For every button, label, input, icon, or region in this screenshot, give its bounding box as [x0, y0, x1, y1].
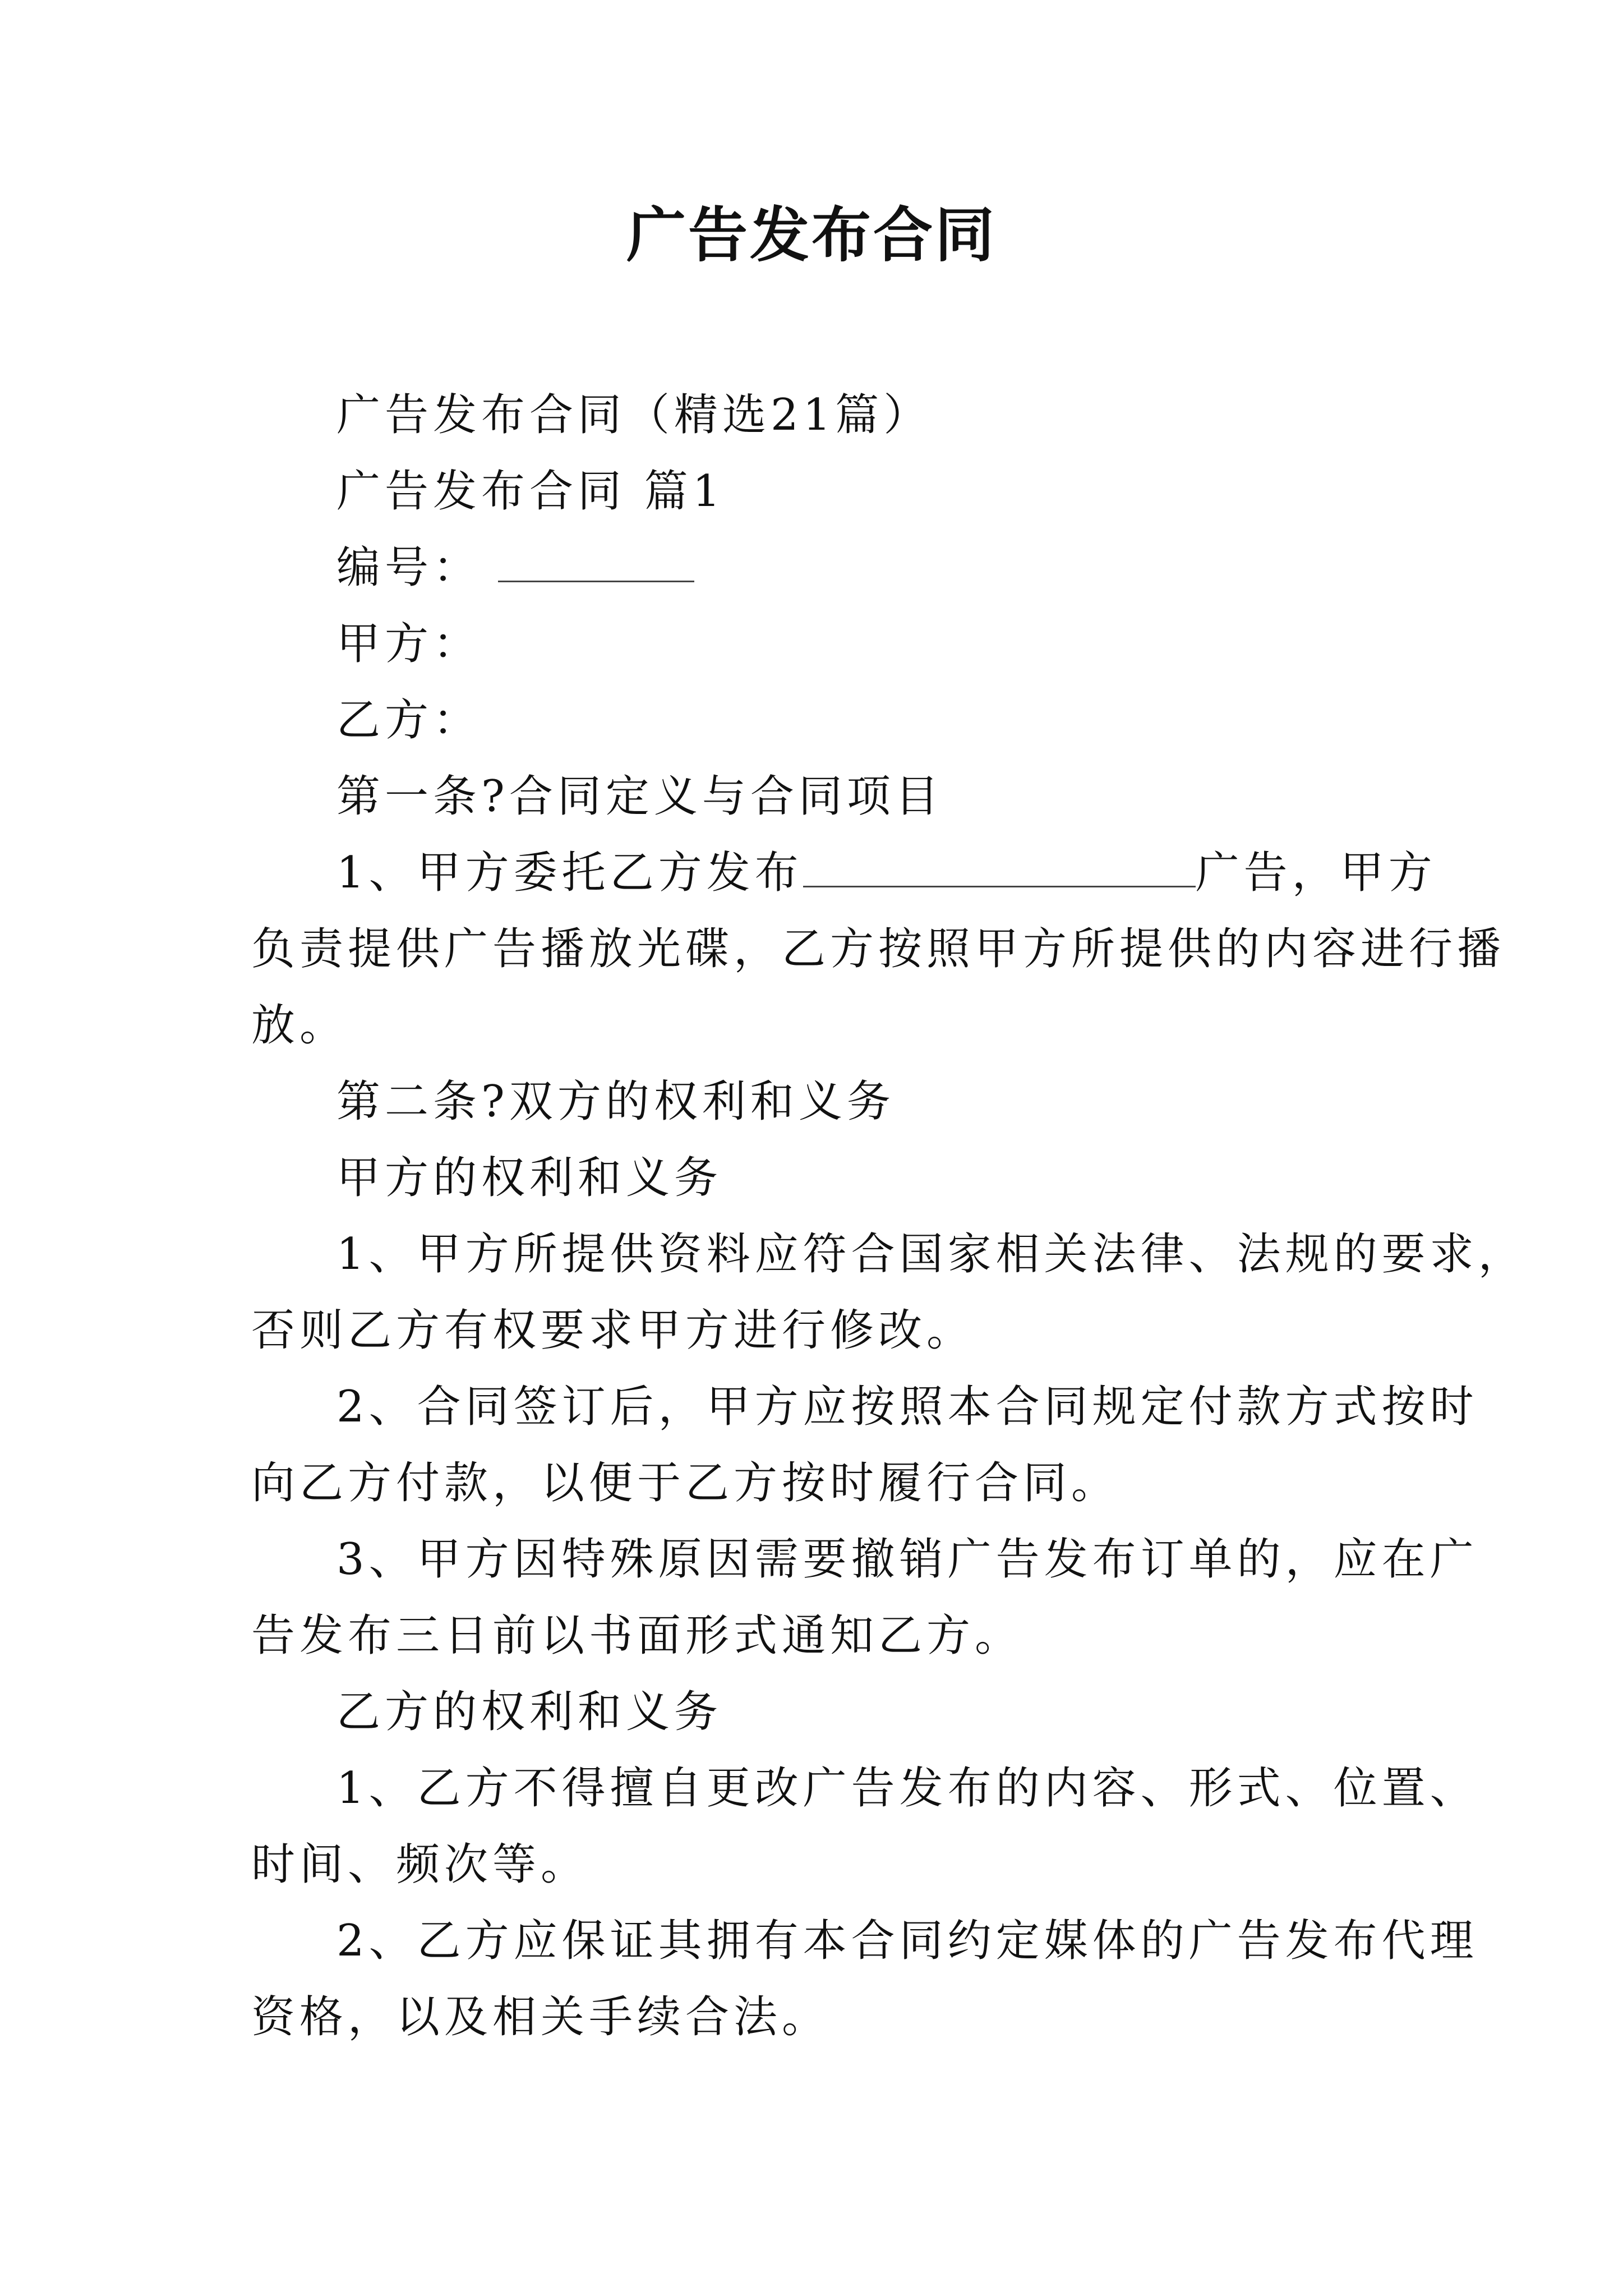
party-b-label: 乙方：: [336, 695, 482, 746]
party-b-item2-line2: 资格，以及相关手续合法。: [251, 1992, 831, 2042]
party-b-item2-line1: 2、乙方应保证其拥有本合同约定媒体的广告发布代理: [336, 1916, 1478, 1966]
party-b-item1-line1: 1、乙方不得擅自更改广告发布的内容、形式、位置、: [336, 1763, 1478, 1814]
party-a-item1-line2: 否则乙方有权要求甲方进行修改。: [251, 1305, 975, 1356]
number-label: 编号：: [336, 542, 482, 593]
document-title: 广告发布合同: [626, 201, 997, 270]
party-a-item2-line2: 向乙方付款，以便于乙方按时履行合同。: [251, 1458, 1120, 1508]
document-subtitle: 广告发布合同（精选21篇）: [336, 390, 932, 440]
ad-content-blank: [803, 852, 1196, 887]
party-a-item1-line1: 1、甲方所提供资料应符合国家相关法律、法规的要求，: [336, 1229, 1527, 1280]
number-blank: [498, 547, 694, 582]
article1-item1-line3: 放。: [251, 1000, 348, 1051]
party-a-item3-line1: 3、甲方因特殊原因需要撤销广告发布订单的，应在广: [336, 1534, 1478, 1585]
article1-item1-start: 1、甲方委托乙方发布: [336, 848, 803, 898]
party-a-item3-line2: 告发布三日前以书面形式通知乙方。: [251, 1611, 1023, 1661]
party-a-label: 甲方：: [336, 619, 482, 669]
article1-item1-line2: 负责提供广告播放光碟，乙方按照甲方所提供的内容进行播: [251, 924, 1506, 974]
number-line: [336, 540, 694, 596]
article2-heading: 第二条?双方的权利和义务: [336, 1076, 895, 1127]
party-b-item1-line2: 时间、频次等。: [251, 1839, 589, 1890]
article1-heading: 第一条?合同定义与合同项目: [336, 771, 943, 822]
party-a-item2-line1: 2、合同签订后，甲方应按照本合同规定付款方式按时: [336, 1382, 1478, 1432]
party-b-rights-heading: 乙方的权利和义务: [336, 1687, 723, 1737]
section-title: 广告发布合同 篇1: [336, 466, 725, 517]
party-a-rights-heading: 甲方的权利和义务: [336, 1153, 723, 1203]
article1-item1-line1: [336, 845, 1437, 901]
article1-item1-end: 广告，甲方: [1195, 848, 1437, 898]
